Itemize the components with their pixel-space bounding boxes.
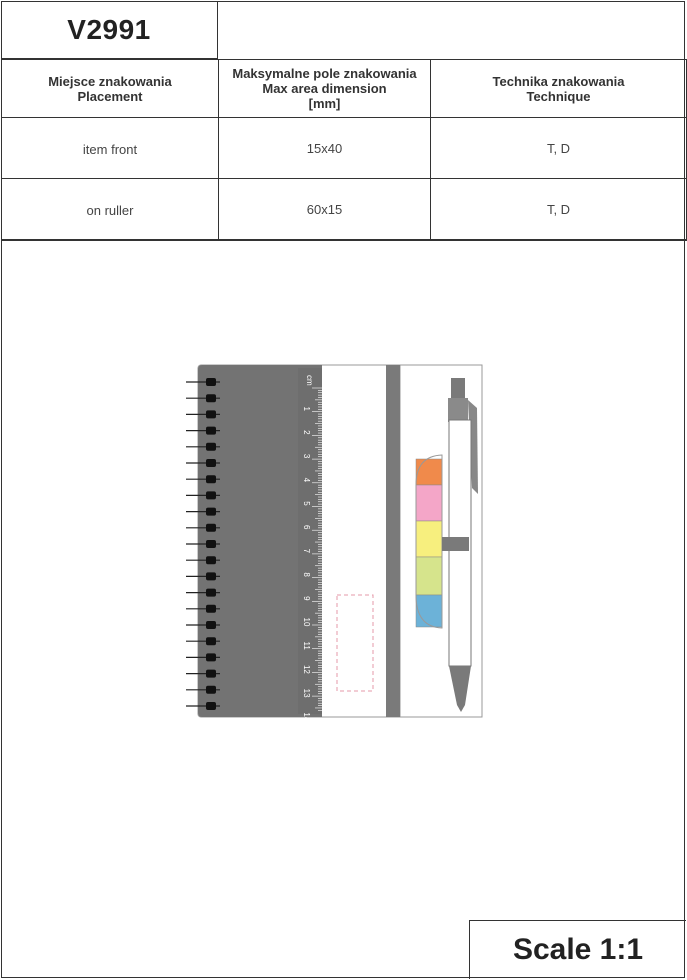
ring-hole <box>206 459 216 467</box>
header-line: [mm] <box>308 96 341 111</box>
ring-hole <box>206 524 216 532</box>
ruler-number: 6 <box>302 524 311 530</box>
ring-hole <box>206 443 216 451</box>
sticky-tabs <box>416 459 442 627</box>
ruler-number: 4 <box>302 477 311 483</box>
header-line: Miejsce znakowania <box>48 73 172 89</box>
ruler-unit: cm <box>305 375 314 386</box>
ring-hole <box>206 410 216 418</box>
header-technique <box>431 60 687 118</box>
cell-dimension: 60x15 <box>219 179 431 241</box>
header-line: Maksymalne pole znakowania <box>232 66 417 81</box>
ruler-number: 13 <box>302 688 311 698</box>
sticky-tab <box>416 459 442 485</box>
header-placement <box>2 60 219 118</box>
binding-strip <box>386 365 400 717</box>
ring-hole <box>206 653 216 661</box>
cell-placement: item front <box>2 118 219 179</box>
pen-cap-top <box>451 378 465 400</box>
ruler-number: 8 <box>302 572 311 577</box>
header-line: Technika znakowania <box>492 73 625 89</box>
cell-technique: T, D <box>431 179 687 241</box>
product-drawing <box>180 360 490 722</box>
sticky-tab <box>416 595 442 627</box>
ruler-number: 11 <box>302 641 311 650</box>
header-line: Max area dimension <box>262 81 387 96</box>
sticky-tab <box>416 557 442 595</box>
marking-spec-table <box>1 59 687 241</box>
ring-hole <box>206 556 216 564</box>
ruler-number: 10 <box>302 617 311 627</box>
ring-hole <box>206 378 216 386</box>
table-row <box>2 118 687 179</box>
ruler-number: 9 <box>302 596 311 601</box>
ring-hole <box>206 491 216 499</box>
product-code: V2991 <box>1 1 218 59</box>
ring-hole <box>206 572 216 580</box>
cell-placement: on ruller <box>2 179 219 241</box>
table-row <box>2 179 687 241</box>
ring-hole <box>206 686 216 694</box>
table-header-row <box>2 60 687 118</box>
ruler-number: 1 <box>302 406 311 411</box>
ring-hole <box>206 508 216 516</box>
sticky-tab <box>416 485 442 521</box>
ring-hole <box>206 394 216 402</box>
scale-label: Scale 1:1 <box>469 920 686 979</box>
pen-loop <box>442 537 469 551</box>
ring-hole <box>206 540 216 548</box>
ring-hole <box>206 589 216 597</box>
ring-hole <box>206 621 216 629</box>
header-line: Placement <box>77 88 143 104</box>
ruler-number: 14 <box>302 712 311 722</box>
ruler-number: 5 <box>302 501 311 506</box>
ruler-number: 3 <box>302 453 311 459</box>
ring-hole <box>206 605 216 613</box>
ruler-number: 12 <box>302 664 311 674</box>
cell-technique: T, D <box>431 118 687 179</box>
pen-grip <box>448 398 468 422</box>
ring-hole <box>206 427 216 435</box>
header-line: Technique <box>526 88 591 104</box>
ring-hole <box>206 670 216 678</box>
sticky-tab <box>416 521 442 557</box>
ring-hole <box>206 475 216 483</box>
cell-dimension: 15x40 <box>219 118 431 179</box>
ring-hole <box>206 637 216 645</box>
ruler-number: 2 <box>302 430 311 435</box>
ruler-scale <box>298 368 322 714</box>
ring-hole <box>206 702 216 710</box>
ruler-number: 7 <box>302 548 311 554</box>
header-dimension <box>219 60 431 118</box>
